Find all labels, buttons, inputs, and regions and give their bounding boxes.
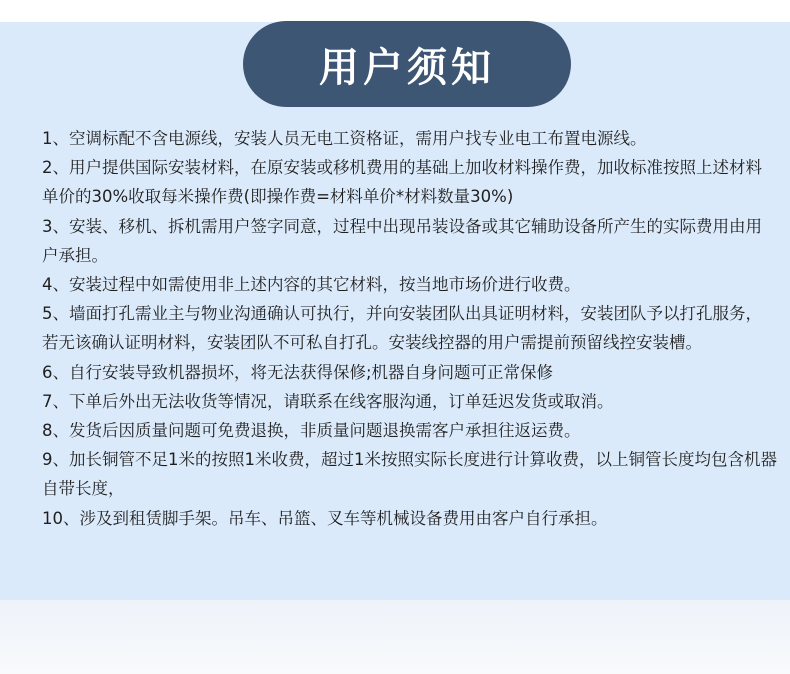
notice-item-10: 10、涉及到租赁脚手架。吊车、吊篮、叉车等机械设备费用由客户自行承担。 bbox=[42, 508, 608, 528]
notice-item-1: 1、空调标配不含电源线，安装人员无电工资格证，需用户找专业电工布置电源线。 bbox=[42, 129, 647, 148]
title-banner bbox=[243, 21, 571, 107]
notice-item-3: 3、安装、移机、拆机需用户签字同意，过程中出现吊装设备或其它辅助设备所产生的实际费用由用户承担。 bbox=[42, 216, 762, 265]
notice-list bbox=[42, 124, 777, 533]
notice-item-7: 7、下单后外出无法收货等情况，请联系在线客服沟通，订单廷迟发货或取消。 bbox=[42, 391, 614, 411]
notice-item-6: 6、自行安装导致机器损坏，将无法获得保修;机器自身问题可正常保修 bbox=[42, 362, 554, 382]
footer-area bbox=[0, 600, 790, 674]
notice-item-2: 2、用户提供国际安装材料，在原安装或移机费用的基础上加收材料操作费，加收标准按照上述材料单价的30%收取每米操作费(即操作费=材料单价*材料数量30%) bbox=[42, 158, 762, 207]
notice-item-4: 4、安装过程中如需使用非上述内容的其它材料，按当地市场价进行收费。 bbox=[42, 275, 581, 295]
notice-item-8: 8、发货后因质量问题可免费退换，非质量问题退换需客户承担往返运费。 bbox=[42, 421, 581, 441]
top-strip bbox=[0, 0, 790, 22]
page-title: 用户须知 bbox=[319, 44, 495, 91]
notice-item-9: 9、加长铜管不足1米的按照1米收费，超过1米按照实际长度进行计算收费，以上铜管长度均包含机器自带长度， bbox=[42, 450, 777, 499]
notice-item-5: 5、墙面打孔需业主与物业沟通确认可执行，并向安装团队出具证明材料，安装团队予以打孔服务，若无该确认证明材料，安装团队不可私自打孔。安装线控器的用户需提前预留线控安装槽。 bbox=[42, 304, 762, 353]
